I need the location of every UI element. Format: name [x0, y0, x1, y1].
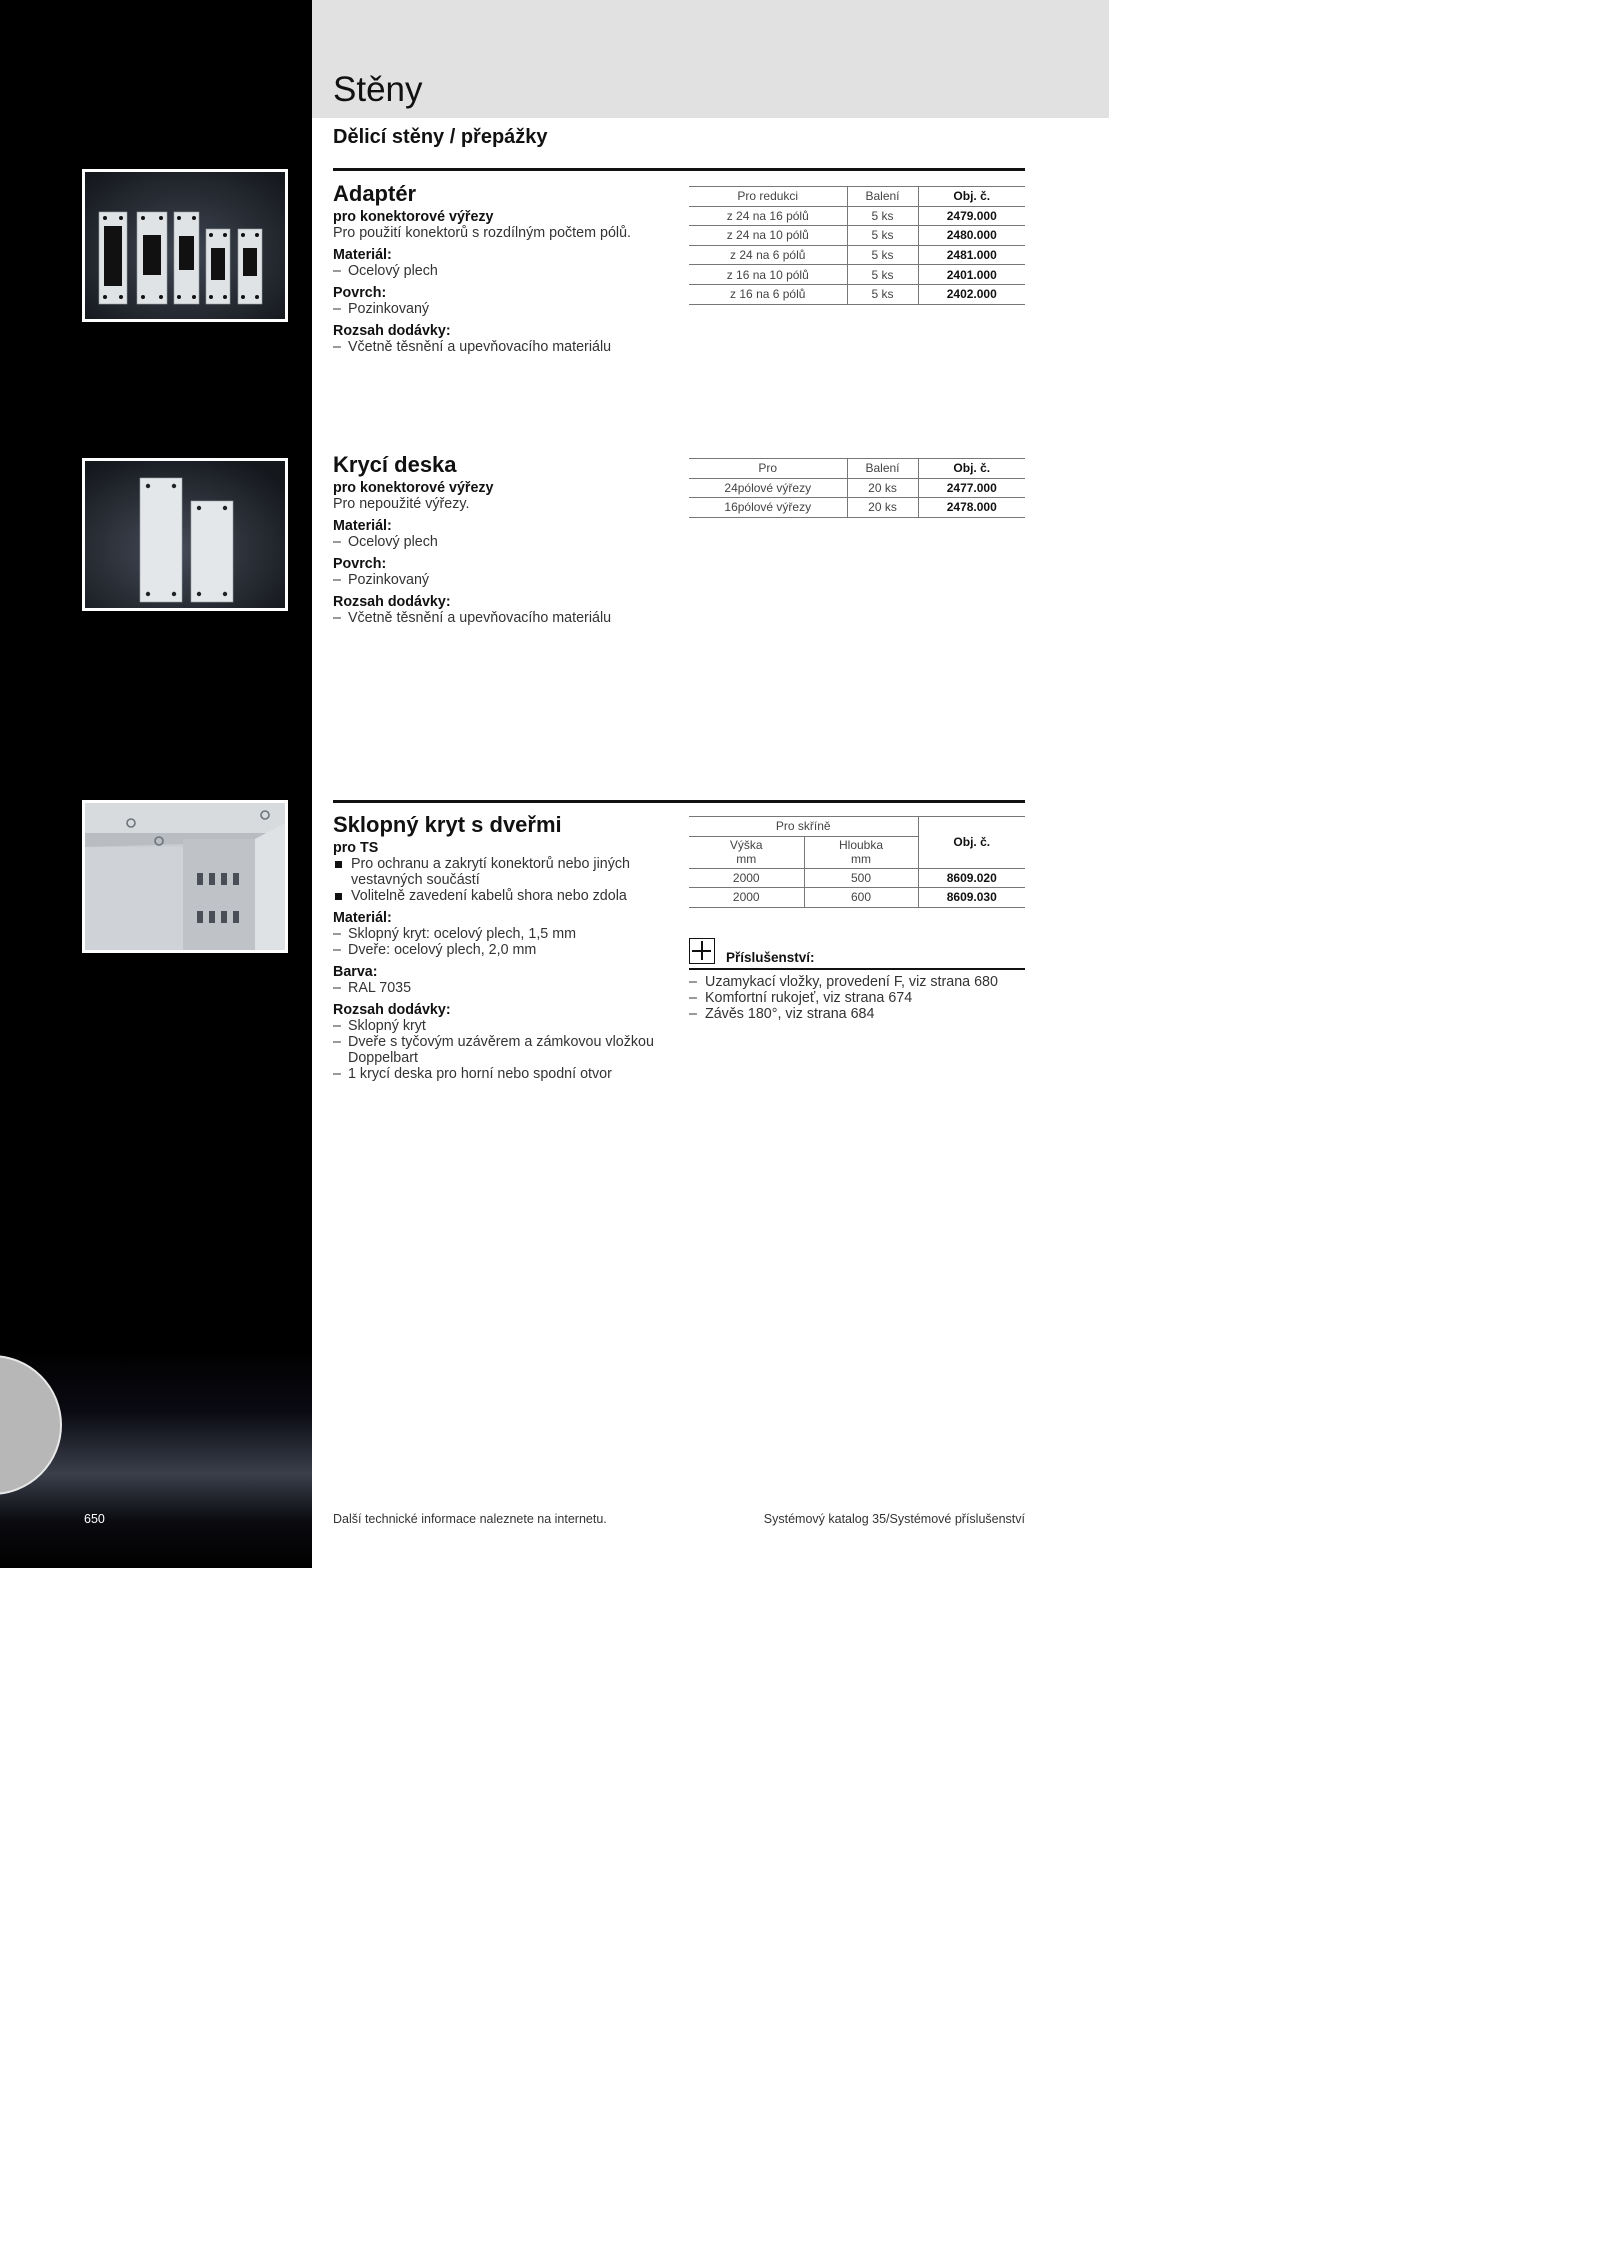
header-cell: [689, 836, 804, 868]
header-cell: Pro redukci: [689, 187, 847, 207]
table-row: [689, 888, 1025, 908]
column-label: Výška: [729, 838, 763, 853]
order-number: 2478.000: [918, 498, 1025, 518]
table-cell: 5 ks: [847, 245, 918, 265]
table-cell: z 16 na 10 pólů: [689, 265, 847, 285]
product-subtitle: pro konektorové výřezy: [333, 480, 494, 496]
accessories-title: Příslušenství:: [726, 950, 815, 965]
material-item: – Ocelový plech: [333, 263, 673, 279]
plus-icon: [689, 938, 715, 964]
scope-item: – Sklopný kryt: [333, 1018, 673, 1034]
order-number: 2479.000: [918, 206, 1025, 226]
table-cell: 20 ks: [847, 498, 918, 518]
table-row: [689, 206, 1025, 226]
color-item: – RAL 7035: [333, 980, 673, 996]
section-rule: [333, 168, 1025, 171]
surface-label: Povrch:: [333, 556, 387, 572]
cover-plate-order-table: [689, 458, 1025, 518]
order-number: 8609.030: [918, 888, 1025, 908]
surface-label: Povrch:: [333, 285, 387, 301]
product-subtitle: pro konektorové výřezy: [333, 209, 494, 225]
scope-label: Rozsah dodávky:: [333, 1002, 451, 1018]
accessory-link[interactable]: – Závěs 180°, viz strana 684: [689, 1006, 1025, 1022]
header-cell: Balení: [847, 187, 918, 207]
accessory-link[interactable]: – Komfortní rukojeť, viz strana 674: [689, 990, 1025, 1006]
page-number: 650: [84, 1512, 105, 1526]
header-band: [312, 0, 1109, 118]
header-cell: Pro: [689, 459, 847, 479]
table-header-row: [689, 187, 1025, 207]
table-cell: z 24 na 16 pólů: [689, 206, 847, 226]
table-cell: 600: [804, 888, 918, 908]
product-subtitle: pro TS: [333, 840, 379, 856]
page-title: Stěny: [333, 70, 423, 109]
hinged-cover-order-table: [689, 816, 1025, 908]
cover-plate-photo: [82, 458, 288, 611]
header-cell: Obj. č.: [918, 817, 1025, 869]
scope-item: – Včetně těsnění a upevňovacího materiálu: [333, 610, 673, 626]
material-label: Materiál:: [333, 910, 392, 926]
product-name: Adaptér: [333, 181, 417, 206]
material-item: – Ocelový plech: [333, 534, 673, 550]
table-cell: z 16 na 6 pólů: [689, 284, 847, 304]
unit-label: mm: [851, 852, 871, 867]
order-number: 2477.000: [918, 478, 1025, 498]
material-item: – Dveře: ocelový plech, 2,0 mm: [333, 942, 673, 958]
hinged-cover-photo: [82, 800, 288, 953]
material-label: Materiál:: [333, 247, 392, 263]
table-cell: 5 ks: [847, 206, 918, 226]
header-cell: Pro skříně: [689, 817, 918, 837]
table-row: [689, 498, 1025, 518]
table-cell: 20 ks: [847, 478, 918, 498]
header-cell: Obj. č.: [918, 459, 1025, 479]
table-cell: 24pólové výřezy: [689, 478, 847, 498]
accessory-link[interactable]: – Uzamykací vložky, provedení F, viz strana 680: [689, 974, 1025, 990]
unit-label: mm: [736, 852, 757, 867]
surface-item: – Pozinkovaný: [333, 301, 673, 317]
accessories-rule: [689, 968, 1025, 970]
table-cell: 500: [804, 868, 918, 888]
table-row: [689, 265, 1025, 285]
scope-item: – Dveře s tyčovým uzávěrem a zámkovou vložkou Doppelbart: [333, 1034, 673, 1066]
scope-label: Rozsah dodávky:: [333, 594, 451, 610]
scope-item: – 1 krycí deska pro horní nebo spodní otvor: [333, 1066, 673, 1082]
page-subtitle: Dělicí stěny / přepážky: [333, 126, 548, 148]
product-adapter: [333, 181, 673, 355]
scope-label: Rozsah dodávky:: [333, 323, 451, 339]
product-description: Pro použití konektorů s rozdílným počtem pólů.: [333, 225, 631, 241]
footer-left-text: Další technické informace naleznete na internetu.: [333, 1512, 607, 1526]
order-number: 8609.020: [918, 868, 1025, 888]
material-label: Materiál:: [333, 518, 392, 534]
product-name: Sklopný kryt s dveřmi: [333, 812, 562, 837]
product-name: Krycí deska: [333, 452, 457, 477]
feature-bullet: Pro ochranu a zakrytí konektorů nebo jiných vestavných součástí: [333, 856, 673, 888]
table-row: [689, 478, 1025, 498]
product-cover-plate: [333, 452, 673, 626]
order-number: 2480.000: [918, 226, 1025, 246]
product-description: Pro nepoužité výřezy.: [333, 496, 470, 512]
accessories-list: [689, 974, 1025, 1022]
feature-bullet: Volitelně zavedení kabelů shora nebo zdola: [333, 888, 673, 904]
order-number: 2401.000: [918, 265, 1025, 285]
table-row: [689, 226, 1025, 246]
column-label: Hloubka: [838, 838, 884, 853]
section-rule: [333, 800, 1025, 803]
header-cell: Balení: [847, 459, 918, 479]
table-row: [689, 868, 1025, 888]
table-cell: z 24 na 6 pólů: [689, 245, 847, 265]
table-header-row: [689, 817, 1025, 837]
order-number: 2402.000: [918, 284, 1025, 304]
header-cell: [804, 836, 918, 868]
adapter-photo: [82, 169, 288, 322]
surface-item: – Pozinkovaný: [333, 572, 673, 588]
header-cell: Obj. č.: [918, 187, 1025, 207]
material-item: – Sklopný kryt: ocelový plech, 1,5 mm: [333, 926, 673, 942]
order-number: 2481.000: [918, 245, 1025, 265]
product-hinged-cover: [333, 812, 673, 1082]
adapter-order-table: [689, 186, 1025, 305]
scope-item: – Včetně těsnění a upevňovacího materiálu: [333, 339, 673, 355]
table-cell: 5 ks: [847, 265, 918, 285]
table-cell: 5 ks: [847, 284, 918, 304]
table-cell: 2000: [689, 868, 804, 888]
table-cell: z 24 na 10 pólů: [689, 226, 847, 246]
table-row: [689, 284, 1025, 304]
table-cell: 5 ks: [847, 226, 918, 246]
color-label: Barva:: [333, 964, 378, 980]
table-row: [689, 245, 1025, 265]
table-header-row: [689, 459, 1025, 479]
table-cell: 2000: [689, 888, 804, 908]
footer-right-text: Systémový katalog 35/Systémové příslušenství: [763, 1512, 1025, 1526]
table-cell: 16pólové výřezy: [689, 498, 847, 518]
